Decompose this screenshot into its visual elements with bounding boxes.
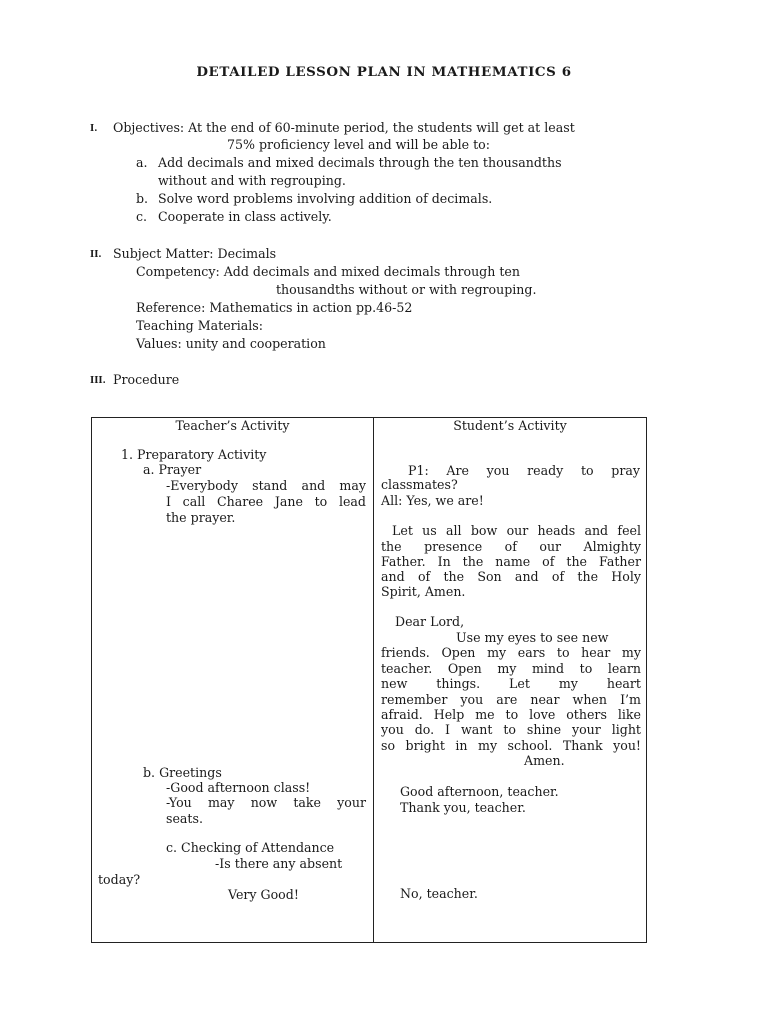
bow-line: Let us all bow our heads and feel: [392, 523, 641, 538]
greetings-label: b. Greetings: [143, 765, 222, 780]
bow-line: and of the Son and of the Holy: [381, 569, 641, 584]
subject-heading: Subject Matter: Decimals: [113, 246, 277, 261]
objectives-line-2: 75% proficiency level and will be able to:: [227, 137, 490, 152]
student-prayer-line: remember you are near when I’m: [381, 692, 641, 707]
student-activity-header: Student’s Activity: [453, 418, 567, 433]
student-prayer-line: teacher. Open my mind to learn: [381, 661, 641, 676]
teacher-prayer-line: -Everybody stand and may: [166, 478, 366, 493]
attendance-label: c. Checking of Attendance: [166, 840, 335, 855]
section-numeral: I.: [90, 124, 98, 134]
teacher-prayer-line: the prayer.: [166, 510, 236, 525]
section-numeral: II.: [90, 250, 102, 260]
p1-line-1: P1: Are you ready to pray: [408, 463, 640, 478]
reference: Reference: Mathematics in action pp.46-52: [136, 300, 413, 315]
objectives-line-1: Objectives: At the end of 60-minute period, the students will get at least: [113, 120, 575, 135]
very-good: Very Good!: [228, 887, 299, 902]
table-column-divider: [373, 417, 374, 943]
document-title: DETAILED LESSON PLAN IN MATHEMATICS 6: [196, 64, 572, 80]
student-thanks: Thank you, teacher.: [400, 800, 526, 815]
objective-a-line-2: without and with regrouping.: [158, 173, 346, 188]
student-prayer-line: you do. I want to shine your light: [381, 722, 641, 737]
preparatory-activity: 1. Preparatory Activity: [121, 447, 267, 462]
teacher-prayer-line: I call Charee Jane to lead: [166, 494, 366, 509]
objective-b-line: Solve word problems involving addition of decimals.: [158, 191, 493, 206]
student-prayer-line: so bright in my school. Thank you!: [381, 738, 641, 753]
teacher-greeting-line: -You may now take your: [166, 795, 366, 810]
teaching-materials: Teaching Materials:: [136, 318, 263, 333]
bow-line: Father. In the name of the Father: [381, 554, 641, 569]
teacher-greeting-line: -Good afternoon class!: [166, 780, 311, 795]
attendance-question: -Is there any absent: [215, 856, 343, 871]
procedure-heading: Procedure: [113, 372, 180, 387]
competency-line-2: thousandths without or with regrouping.: [276, 282, 537, 297]
attendance-response: No, teacher.: [400, 886, 478, 901]
objective-c-line: Cooperate in class actively.: [158, 209, 332, 224]
p1-line-2: classmates?: [381, 477, 458, 492]
section-numeral: III.: [90, 376, 106, 386]
teacher-greeting-line: seats.: [166, 811, 203, 826]
student-prayer-line: afraid. Help me to love others like: [381, 707, 641, 722]
objective-a-line-1: Add decimals and mixed decimals through the ten thousandths: [158, 155, 562, 170]
all-response: All: Yes, we are!: [381, 493, 484, 508]
objective-marker: b.: [136, 191, 149, 206]
student-prayer-line: new things. Let my heart: [381, 676, 641, 691]
student-prayer-line: Use my eyes to see new: [456, 630, 609, 645]
bow-line: Spirit, Amen.: [381, 584, 466, 599]
objective-marker: c.: [136, 209, 148, 224]
student-prayer-line: friends. Open my ears to hear my: [381, 645, 641, 660]
student-greeting: Good afternoon, teacher.: [400, 784, 559, 799]
amen: Amen.: [524, 753, 565, 768]
teacher-activity-header: Teacher’s Activity: [175, 418, 290, 433]
objective-marker: a.: [136, 155, 148, 170]
prayer-label: a. Prayer: [143, 462, 202, 477]
dear-lord: Dear Lord,: [395, 614, 465, 629]
attendance-question-end: today?: [98, 872, 141, 887]
bow-line: the presence of our Almighty: [381, 539, 641, 554]
values: Values: unity and cooperation: [136, 336, 326, 351]
competency-line-1: Competency: Add decimals and mixed decimals through ten: [136, 264, 520, 279]
